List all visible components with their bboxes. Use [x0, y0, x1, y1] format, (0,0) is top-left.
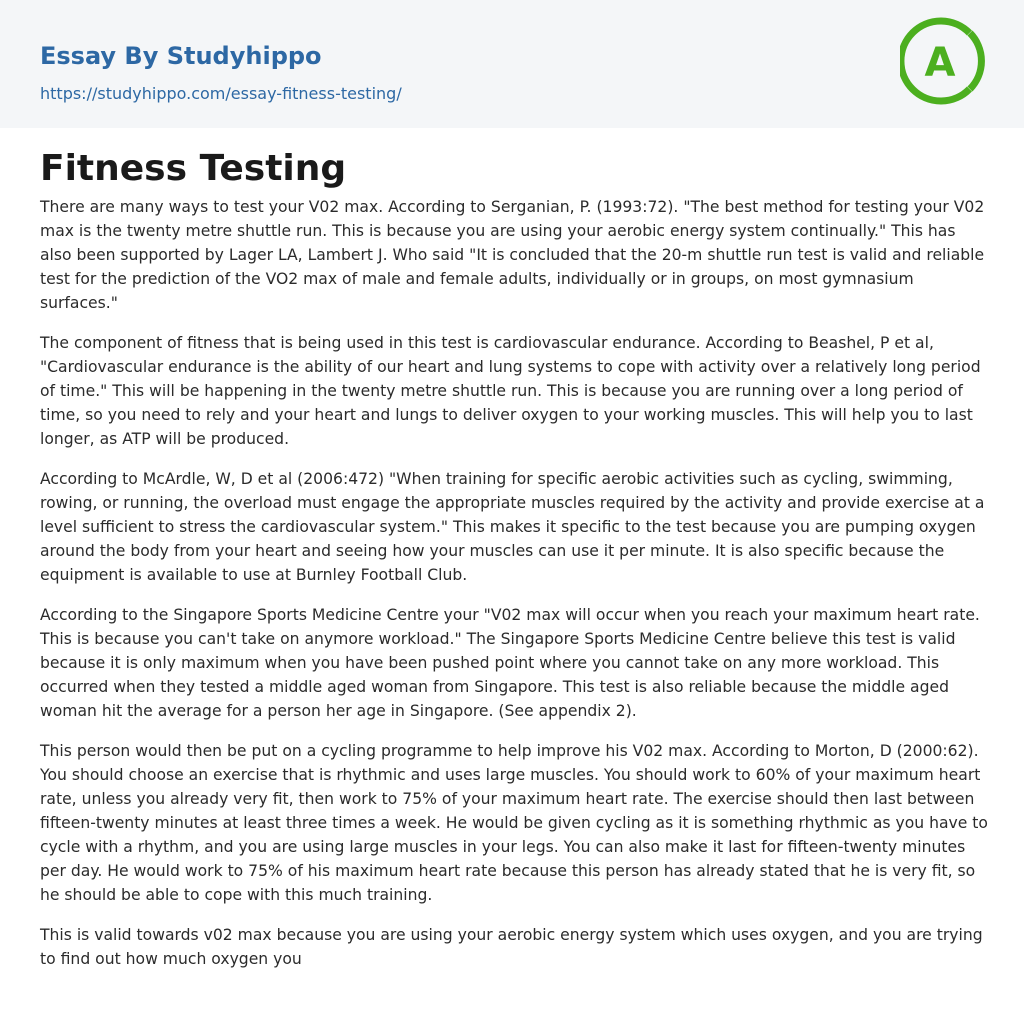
page-title: Fitness Testing	[40, 148, 347, 189]
essay-paragraph: According to McArdle, W, D et al (2006:472) "When training for specific aerobic activities such as cycling, swimming, rowing, or running, the overload must engage the appropriate muscles required by the activity and provide exercise at a level sufficient to stress the cardiovascular system." This makes it specific to the test because you are pumping oxygen around the body from your heart and seeing how your muscles can use it per minute. It is also specific because the equipment is available to use at Burnley Football Club.	[40, 470, 985, 584]
essay-body	[40, 195, 990, 971]
logo-letter: A	[924, 40, 956, 86]
site-brand[interactable]: Essay By Studyhippo	[40, 42, 322, 70]
essay-paragraph: This is valid towards v02 max because you are using your aerobic energy system which uses oxygen, and you are trying to find out how much oxygen you	[40, 926, 983, 968]
essay-paragraph: This person would then be put on a cycling programme to help improve his V02 max. According to Morton, D (2000:62). You should choose an exercise that is rhythmic and uses large muscles. You should work to 60% of your maximum heart rate, unless you already very fit, then work to 75% of your maximum heart rate. The exercise should then last between fifteen-twenty minutes at least three times a week. He would be given cycling as it is something rhythmic as you have to cycle with a rhythm, and you are using large muscles in your legs. You can also make it last for fifteen-twenty minutes per day. He would work to 75% of his maximum heart rate because this person has already stated that he is very fit, so he should be able to cope with this much training.	[40, 742, 988, 904]
essay-paragraph: According to the Singapore Sports Medicine Centre your "V02 max will occur when you reach your maximum heart rate. This is because you can't take on anymore workload." The Singapore Sports Medicine Centre believe this test is valid because it is only maximum when you have been pushed point where you cannot take on any more workload. This occurred when they tested a middle aged woman from Singapore. This test is also reliable because the middle aged woman hit the average for a person her age in Singapore. (See appendix 2).	[40, 606, 980, 720]
essay-paragraph: The component of fitness that is being used in this test is cardiovascular endurance. According to Beashel, P et al, "Cardiovascular endurance is the ability of our heart and lung systems to cope with activity over a relatively long period of time." This will be happening in the twenty metre shuttle run. This is because you are running over a long period of time, so you need to rely and your heart and lungs to deliver oxygen to your working muscles. This will help you to last longer, as ATP will be produced.	[40, 334, 981, 448]
essay-url-link[interactable]: https://studyhippo.com/essay-fitness-testing/	[40, 84, 402, 103]
essay-paragraph: There are many ways to test your V02 max. According to Serganian, P. (1993:72). "The best method for testing your V02 max is the twenty metre shuttle run. This is because you are using your aerobic energy system continually." This has also been supported by Lager LA, Lambert J. Who said "It is concluded that the 20-m shuttle run test is valid and reliable test for the prediction of the VO2 max of male and female adults, individually or in groups, on most gymnasium surfaces."	[40, 198, 985, 312]
